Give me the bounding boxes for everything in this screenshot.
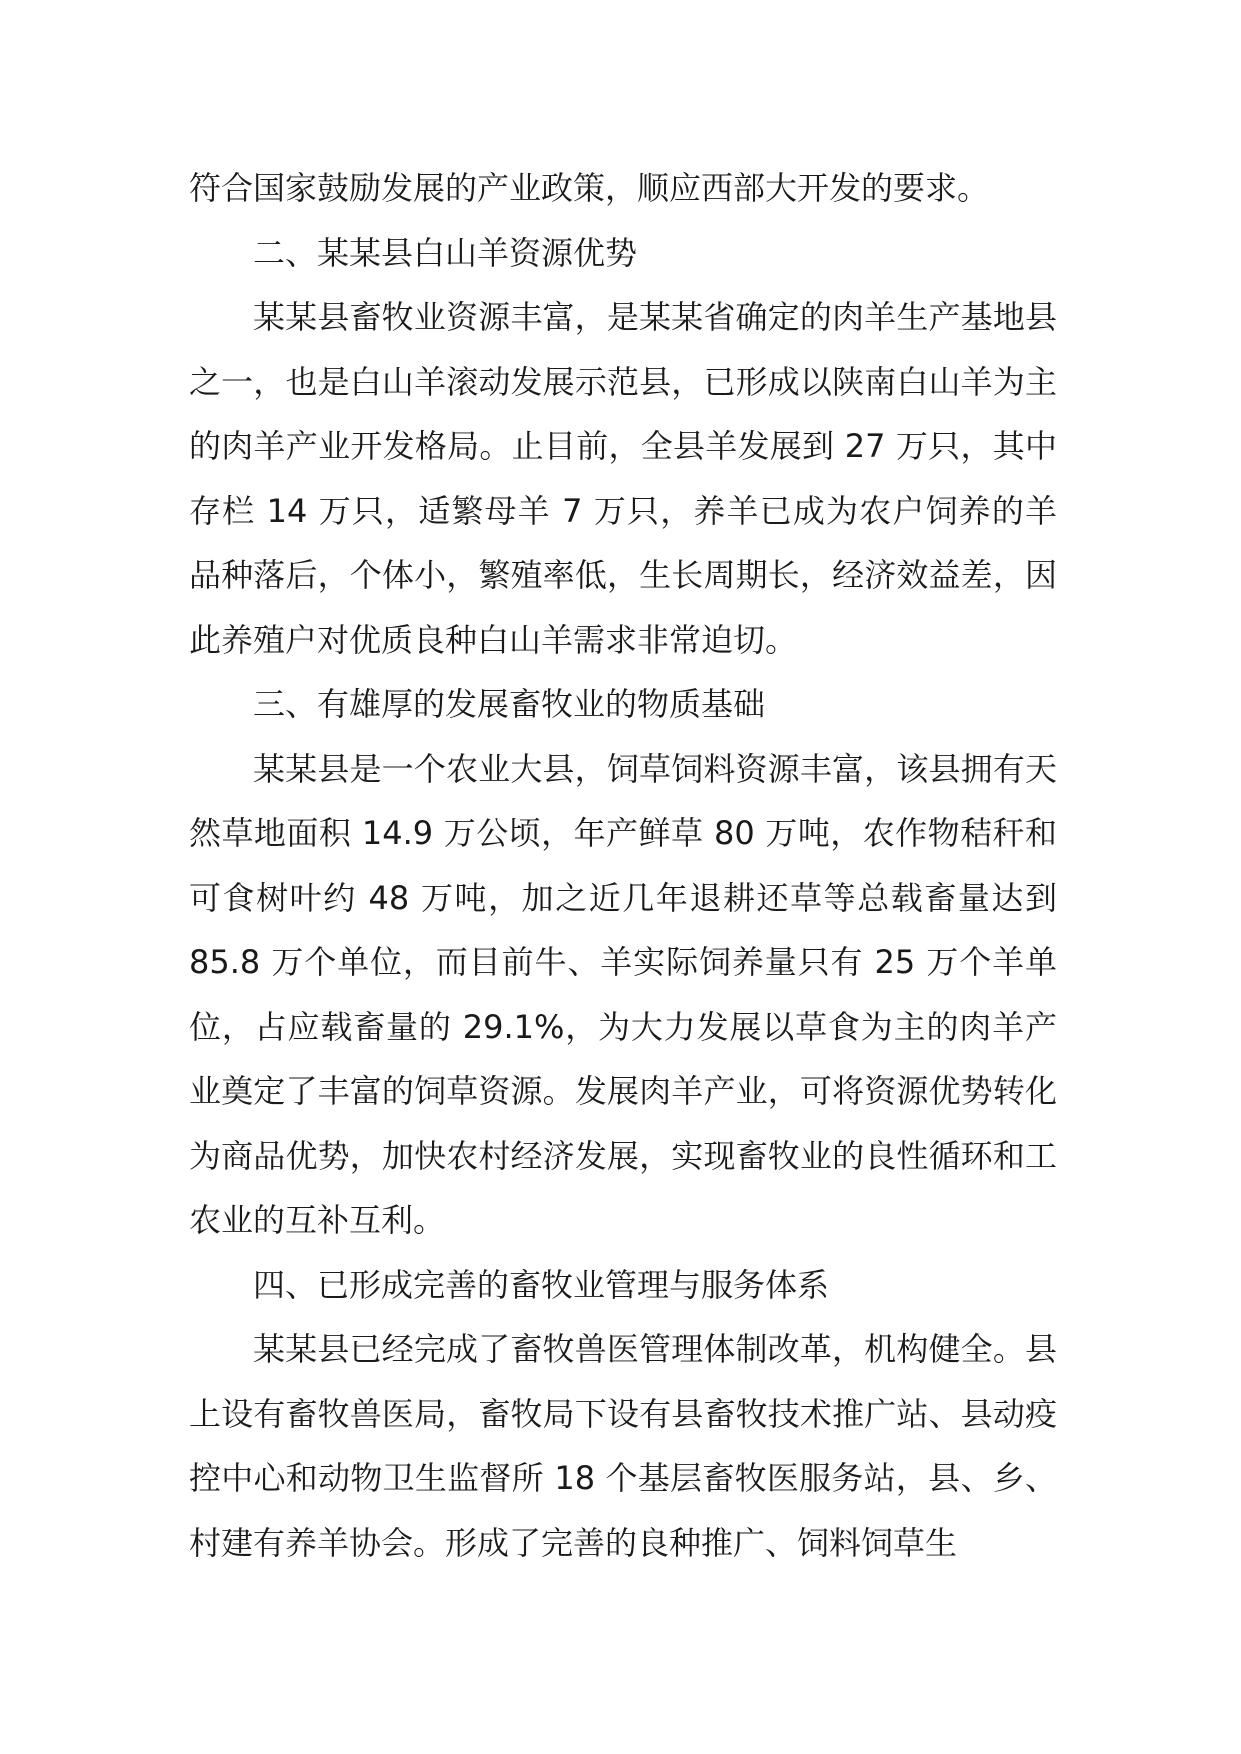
paragraph: 某某县畜牧业资源丰富，是某某省确定的肉羊生产基地县之一，也是白山羊滚动发展示范县，已形成以陕南白山羊为主的肉羊产业开发格局。止目前，全县羊发展到 27 万只，其中存栏 14 万只，适繁母羊 7 万只，养羊已成为农户饲养的羊品种落后，个体小，繁殖率低，生长周期长，经济效益差，因此养殖户对优质良种白山羊需求非常迫切。 <box>189 298 1057 659</box>
paragraph-continuation: 符合国家鼓励发展的产业政策，顺应西部大开发的要求。 <box>189 169 990 207</box>
section-heading-2: 二、某某县白山羊资源优势 <box>253 233 638 272</box>
paragraph: 某某县已经完成了畜牧兽医管理体制改革，机构健全。县上设有畜牧兽医局，畜牧局下设有县畜牧技术推广站、县动疫控中心和动物卫生监督所 18 个基层畜牧医服务站，县、乡、村建有养羊协会。形成了完善的良种推广、饲料饲草生 <box>189 1330 1057 1562</box>
paragraph: 某某县是一个农业大县，饲草饲料资源丰富，该县拥有天然草地面积 14.9 万公顷，年产鲜草 80 万吨，农作物秸秆和可食树叶约 48 万吨，加之近几年退耕还草等总载畜量达到 85.8 万个单位，而目前牛、羊实际饲养量只有 25 万个羊单位，占应载畜量的 29.1%，为大力发展以草食为主的肉羊产业奠定了丰富的饲草资源。发展肉羊产业，可将资源优势转化为商品优势，加快农村经济发展，实现畜牧业的良性循环和工农业的互补互利。 <box>189 749 1057 1239</box>
section-heading-3: 三、有雄厚的发展畜牧业的物质基础 <box>253 685 766 723</box>
section-heading-4: 四、已形成完善的畜牧业管理与服务体系 <box>253 1265 830 1304</box>
document-body <box>189 156 1057 1575</box>
